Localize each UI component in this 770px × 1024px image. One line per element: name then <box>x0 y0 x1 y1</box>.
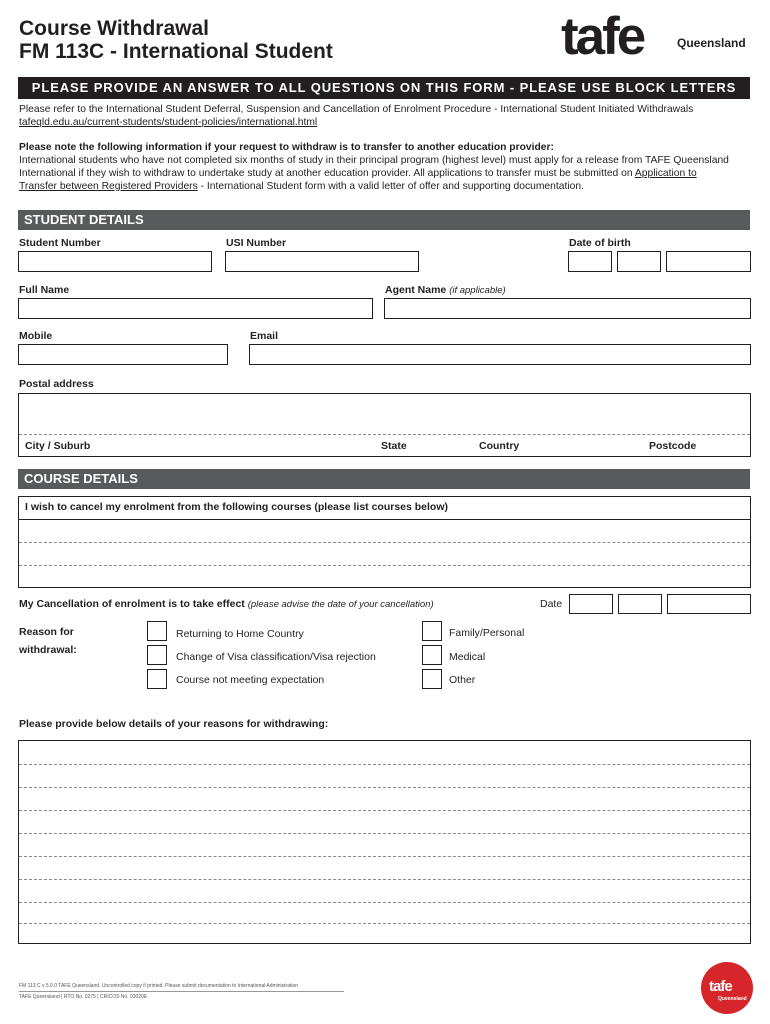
student-details-header: STUDENT DETAILS <box>18 210 750 230</box>
title-line-1: Course Withdrawal <box>19 17 210 40</box>
full-name-label: Full Name <box>19 284 70 296</box>
reason-details-field[interactable] <box>18 740 751 944</box>
reason-label-1: Reason for <box>19 626 74 638</box>
badge-word: tafe <box>709 978 732 995</box>
effect-year-field[interactable] <box>667 594 751 614</box>
reason-medical-label: Medical <box>449 651 486 663</box>
reason-other-label: Other <box>449 674 476 686</box>
postcode-label: Postcode <box>649 440 697 452</box>
details-line <box>19 833 750 834</box>
postal-address-divider <box>19 434 750 435</box>
details-line <box>19 787 750 788</box>
note-text-2: - International Student form with a valid letter of offer and supporting documentation. <box>197 181 584 192</box>
effect-note: (please advise the date of your cancellation) <box>247 599 434 610</box>
usi-number-field[interactable] <box>225 251 419 272</box>
reason-label-2: withdrawal: <box>19 644 77 656</box>
postal-address-label: Postal address <box>19 378 94 390</box>
city-label: City / Suburb <box>25 440 91 452</box>
full-name-field[interactable] <box>18 298 373 319</box>
agent-name-note: (if applicable) <box>449 285 506 296</box>
agent-name-label <box>385 284 506 296</box>
badge-sub: Queensland <box>718 996 747 1002</box>
intro-text: Please refer to the International Student Deferral, Suspension and Cancellation of Enrolment Procedure - International Student Initiated Withdrawals <box>19 104 694 115</box>
country-label: Country <box>479 440 520 452</box>
reason-course-expectation-label: Course not meeting expectation <box>176 674 325 686</box>
details-line <box>19 764 750 765</box>
dob-label: Date of birth <box>569 237 631 249</box>
student-number-label: Student Number <box>19 237 101 249</box>
transfer-form-link[interactable]: Application to Transfer between Registered Providers <box>19 168 697 192</box>
student-number-field[interactable] <box>18 251 212 272</box>
agent-name-text: Agent Name <box>385 284 447 296</box>
note-heading: Please note the following information if your request to withdraw is to transfer to another education provider: <box>19 142 554 153</box>
usi-number-label: USI Number <box>226 237 287 249</box>
logo-word: tafe <box>561 7 644 66</box>
footer-line-2: TAFE Queensland | RTO No. 0275 | CRICOS No. 03020E <box>19 994 148 1000</box>
course-details-header: COURSE DETAILS <box>18 469 750 489</box>
policy-link[interactable]: tafeqld.edu.au/current-students/student-policies/international.html <box>19 117 318 128</box>
tafe-badge-logo <box>701 962 753 1014</box>
reason-family-checkbox[interactable] <box>422 621 442 641</box>
details-line <box>19 923 750 924</box>
details-line <box>19 879 750 880</box>
logo-sub: Queensland <box>677 36 746 50</box>
reason-family-label: Family/Personal <box>449 627 525 639</box>
reason-returning-home-checkbox[interactable] <box>147 621 167 641</box>
effect-day-field[interactable] <box>569 594 613 614</box>
details-line <box>19 902 750 903</box>
effect-month-field[interactable] <box>618 594 662 614</box>
footer-rule <box>19 991 344 992</box>
mobile-field[interactable] <box>18 344 228 365</box>
effect-text: My Cancellation of enrolment is to take effect <box>19 598 245 610</box>
details-label: Please provide below details of your reasons for withdrawing: <box>19 718 329 730</box>
mobile-label: Mobile <box>19 330 53 342</box>
form-title <box>19 17 333 63</box>
intro-paragraph <box>19 103 734 129</box>
reason-visa-checkbox[interactable] <box>147 645 167 665</box>
reason-visa-label: Change of Visa classification/Visa rejection <box>176 651 376 663</box>
title-line-2: FM 113C - International Student <box>19 40 333 63</box>
transfer-note <box>19 141 734 193</box>
course-line-2 <box>19 565 750 566</box>
agent-name-field[interactable] <box>384 298 751 319</box>
cancel-courses-label: I wish to cancel my enrolment from the following courses (please list courses below) <box>25 501 449 513</box>
dob-month-field[interactable] <box>617 251 661 272</box>
effect-label <box>19 598 434 610</box>
reason-course-expectation-checkbox[interactable] <box>147 669 167 689</box>
details-line <box>19 856 750 857</box>
reason-other-checkbox[interactable] <box>422 669 442 689</box>
effect-date-label: Date <box>540 598 563 610</box>
instruction-banner: PLEASE PROVIDE AN ANSWER TO ALL QUESTIONS ON THIS FORM - PLEASE USE BLOCK LETTERS <box>18 77 750 99</box>
note-text-1: International students who have not completed six months of study in their principal program (highest level) must apply for a release from TAFE Queensland International if they wish to withdraw to undertake study at another education provider. All applications to transfer must be submitted on <box>19 155 729 179</box>
details-line <box>19 810 750 811</box>
email-label: Email <box>250 330 279 342</box>
dob-year-field[interactable] <box>666 251 751 272</box>
reason-label <box>19 623 77 659</box>
reason-medical-checkbox[interactable] <box>422 645 442 665</box>
state-label: State <box>381 440 407 452</box>
reason-returning-home-label: Returning to Home Country <box>176 628 304 640</box>
dob-day-field[interactable] <box>568 251 612 272</box>
course-list-rule <box>19 519 750 520</box>
footer-line-1: FM 113 C v 5.0.0 TAFE Queensland. Uncontrolled copy if printed. Please submit documentation to International Administration <box>19 983 299 989</box>
course-line-1 <box>19 542 750 543</box>
email-field[interactable] <box>249 344 751 365</box>
